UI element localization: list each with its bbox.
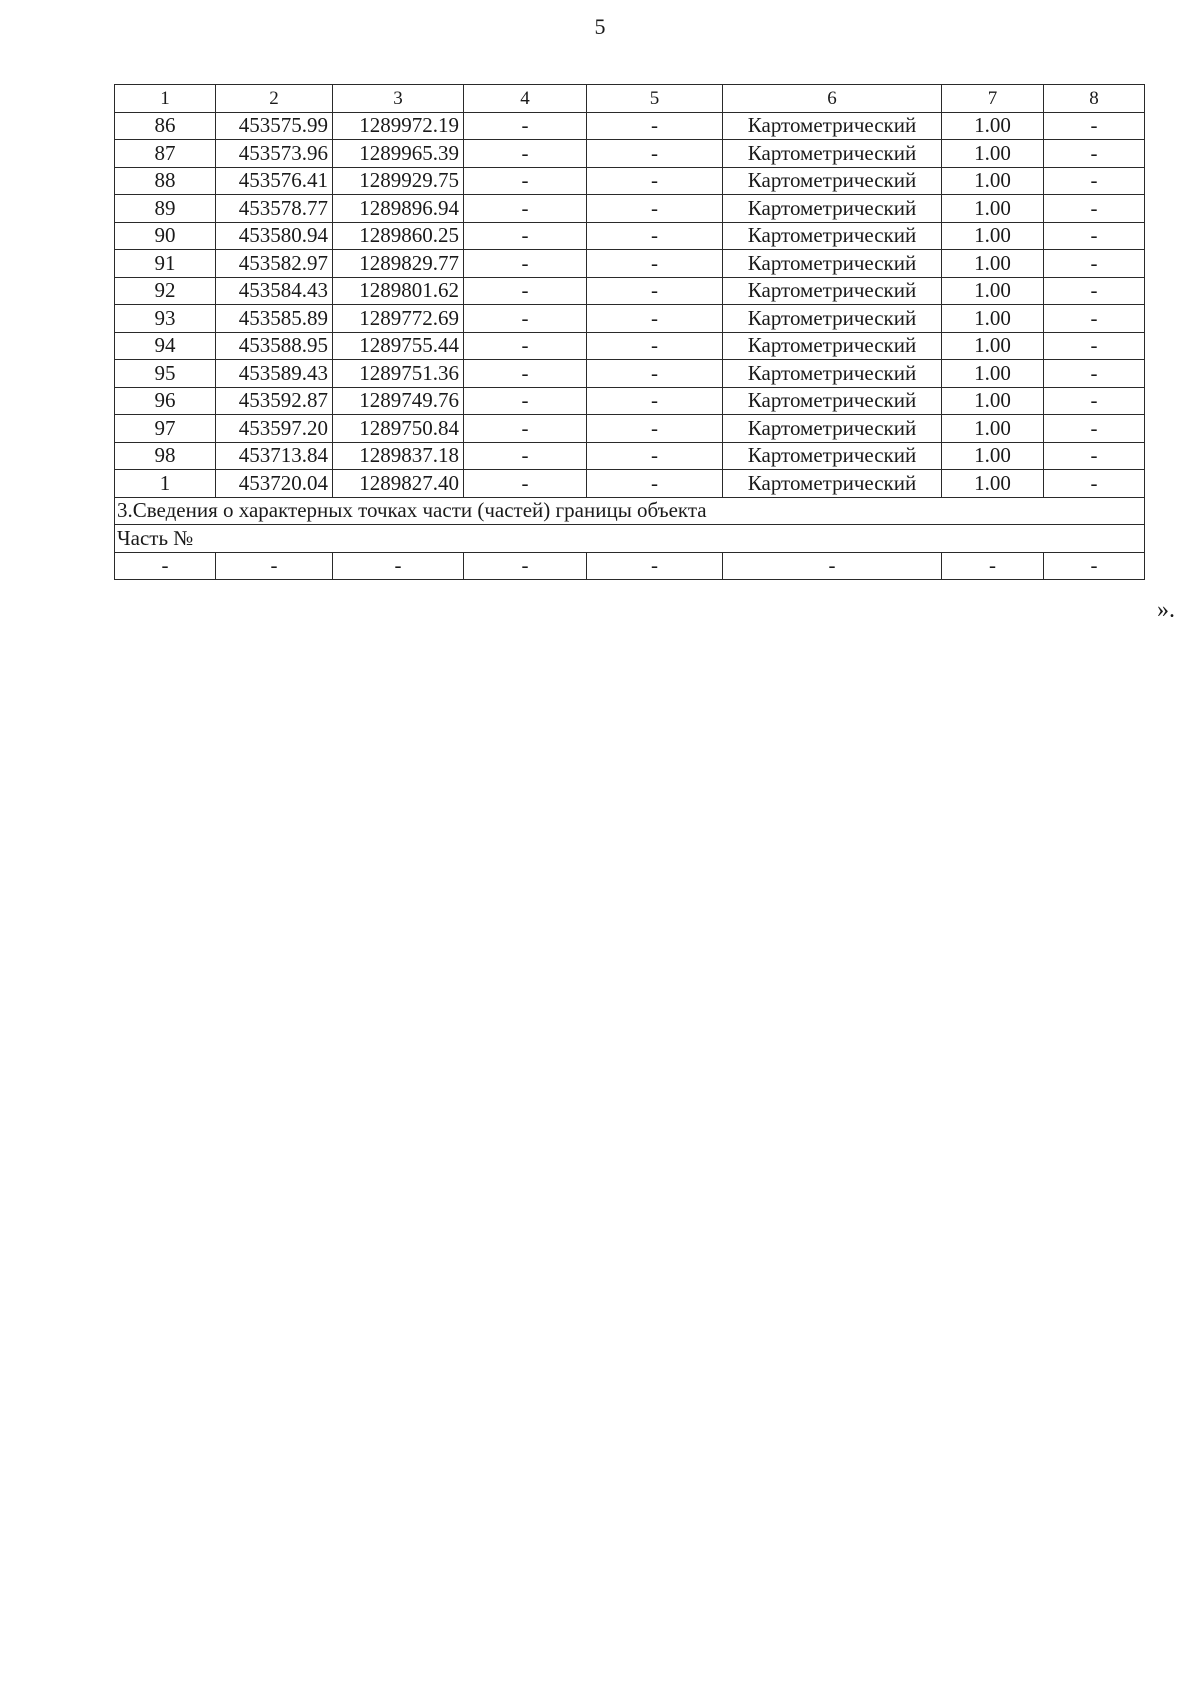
table-cell: - (464, 360, 587, 388)
table-cell: 1289749.76 (333, 387, 464, 415)
table-cell: Картометрический (723, 195, 942, 223)
table-cell: 453585.89 (216, 305, 333, 333)
table-cell: - (464, 305, 587, 333)
table-row (115, 415, 1145, 443)
table-cell: - (587, 277, 723, 305)
table-cell: 453573.96 (216, 140, 333, 168)
table-cell: - (333, 552, 464, 580)
table-cell: - (464, 442, 587, 470)
table-cell: 453580.94 (216, 222, 333, 250)
table-cell: - (464, 112, 587, 140)
table-cell: - (1044, 442, 1145, 470)
table-cell: 453589.43 (216, 360, 333, 388)
table-cell: - (587, 360, 723, 388)
table-cell: 1.00 (942, 140, 1044, 168)
table-cell: - (464, 222, 587, 250)
table-row (115, 442, 1145, 470)
table-cell: - (464, 552, 587, 580)
table-cell: - (942, 552, 1044, 580)
table-cell: 1289965.39 (333, 140, 464, 168)
table-cell: Картометрический (723, 250, 942, 278)
table-cell: - (1044, 305, 1145, 333)
table-cell: - (1044, 277, 1145, 305)
table-cell: Картометрический (723, 415, 942, 443)
table-row (115, 250, 1145, 278)
table-cell: 1289750.84 (333, 415, 464, 443)
table-cell: 453720.04 (216, 470, 333, 498)
table-cell: 1 (115, 470, 216, 498)
table-cell: Картометрический (723, 222, 942, 250)
table-cell: 97 (115, 415, 216, 443)
table-row (115, 332, 1145, 360)
table-cell: Картометрический (723, 167, 942, 195)
table-cell: 453576.41 (216, 167, 333, 195)
table-cell: 1.00 (942, 305, 1044, 333)
table-cell: - (464, 277, 587, 305)
table-cell: 90 (115, 222, 216, 250)
table-cell: Картометрический (723, 305, 942, 333)
table-cell: 92 (115, 277, 216, 305)
table-cell: 1289829.77 (333, 250, 464, 278)
table-cell: 1289772.69 (333, 305, 464, 333)
table-row (115, 277, 1145, 305)
table-cell: 1.00 (942, 222, 1044, 250)
header-cell: 7 (942, 85, 1044, 113)
table-cell: - (464, 195, 587, 223)
table-cell: - (1044, 387, 1145, 415)
table-cell: 1289827.40 (333, 470, 464, 498)
table-cell: Картометрический (723, 140, 942, 168)
header-cell: 3 (333, 85, 464, 113)
table-cell: 1289837.18 (333, 442, 464, 470)
table-cell: - (1044, 552, 1145, 580)
table-cell: - (587, 250, 723, 278)
table-cell: - (587, 195, 723, 223)
table-cell: 95 (115, 360, 216, 388)
table-cell: 1.00 (942, 442, 1044, 470)
section-title-row (115, 497, 1145, 525)
empty-part-row (115, 552, 1145, 580)
table-cell: - (587, 332, 723, 360)
table-cell: - (464, 167, 587, 195)
header-cell: 4 (464, 85, 587, 113)
header-cell: 8 (1044, 85, 1145, 113)
table-cell: Картометрический (723, 387, 942, 415)
table-cell: 453597.20 (216, 415, 333, 443)
table-cell: - (587, 415, 723, 443)
table-cell: - (587, 305, 723, 333)
table-header-row (115, 85, 1145, 113)
page-number: 5 (594, 14, 606, 39)
table-cell: 1.00 (942, 112, 1044, 140)
table-cell: - (587, 552, 723, 580)
table-cell: - (587, 470, 723, 498)
table-cell: - (464, 250, 587, 278)
table-cell: - (464, 332, 587, 360)
closing-quote: ». (1157, 597, 1175, 623)
table-cell: - (723, 552, 942, 580)
table-cell: - (1044, 112, 1145, 140)
section-title: 3.Сведения о характерных точках части (частей) границы объекта (115, 497, 1145, 525)
table-cell: - (464, 415, 587, 443)
table-cell: 1.00 (942, 167, 1044, 195)
table-cell: 1289860.25 (333, 222, 464, 250)
table-cell: 1289755.44 (333, 332, 464, 360)
header-cell: 2 (216, 85, 333, 113)
table-row (115, 470, 1145, 498)
table-cell: 1289751.36 (333, 360, 464, 388)
table-cell: - (587, 222, 723, 250)
table-cell: 1.00 (942, 277, 1044, 305)
table-cell: 1289801.62 (333, 277, 464, 305)
table-cell: 96 (115, 387, 216, 415)
table-cell: - (464, 140, 587, 168)
table-row (115, 305, 1145, 333)
table-cell: - (115, 552, 216, 580)
table-cell: - (464, 387, 587, 415)
table-row (115, 387, 1145, 415)
table-cell: - (587, 112, 723, 140)
table-cell: Картометрический (723, 277, 942, 305)
header-cell: 6 (723, 85, 942, 113)
table-cell: Картометрический (723, 112, 942, 140)
table-cell: 1289929.75 (333, 167, 464, 195)
table-cell: 453578.77 (216, 195, 333, 223)
header-cell: 5 (587, 85, 723, 113)
part-label: Часть № (115, 525, 1145, 553)
table-cell: 1.00 (942, 195, 1044, 223)
table-row (115, 360, 1145, 388)
table-cell: - (1044, 167, 1145, 195)
table-cell: - (1044, 195, 1145, 223)
table-cell: - (587, 442, 723, 470)
coordinates-table (114, 84, 1145, 580)
table-row (115, 195, 1145, 223)
coordinates-table-container (114, 84, 1145, 580)
table-cell: Картометрический (723, 442, 942, 470)
table-cell: 86 (115, 112, 216, 140)
table-cell: 1.00 (942, 470, 1044, 498)
table-cell: - (1044, 360, 1145, 388)
table-cell: 1.00 (942, 250, 1044, 278)
table-cell: 453588.95 (216, 332, 333, 360)
table-cell: - (1044, 250, 1145, 278)
table-body (115, 85, 1145, 580)
table-cell: - (1044, 415, 1145, 443)
table-row (115, 112, 1145, 140)
table-row (115, 140, 1145, 168)
table-cell: - (1044, 332, 1145, 360)
table-cell: 453713.84 (216, 442, 333, 470)
table-cell: 94 (115, 332, 216, 360)
header-cell: 1 (115, 85, 216, 113)
table-cell: 453575.99 (216, 112, 333, 140)
table-cell: - (587, 140, 723, 168)
table-cell: 453584.43 (216, 277, 333, 305)
table-cell: 98 (115, 442, 216, 470)
table-cell: Картометрический (723, 470, 942, 498)
table-row (115, 222, 1145, 250)
table-cell: 87 (115, 140, 216, 168)
table-cell: 453582.97 (216, 250, 333, 278)
table-cell: 1289972.19 (333, 112, 464, 140)
table-cell: - (1044, 470, 1145, 498)
table-cell: - (1044, 140, 1145, 168)
table-cell: 1289896.94 (333, 195, 464, 223)
table-cell: - (1044, 222, 1145, 250)
table-cell: - (464, 470, 587, 498)
table-cell: Картометрический (723, 360, 942, 388)
table-cell: 93 (115, 305, 216, 333)
part-label-row (115, 525, 1145, 553)
table-row (115, 167, 1145, 195)
table-cell: 1.00 (942, 360, 1044, 388)
table-cell: - (587, 167, 723, 195)
table-cell: 1.00 (942, 415, 1044, 443)
table-cell: 1.00 (942, 387, 1044, 415)
table-cell: 89 (115, 195, 216, 223)
table-cell: - (216, 552, 333, 580)
table-cell: 88 (115, 167, 216, 195)
table-cell: 453592.87 (216, 387, 333, 415)
table-cell: - (587, 387, 723, 415)
table-cell: Картометрический (723, 332, 942, 360)
table-cell: 1.00 (942, 332, 1044, 360)
table-cell: 91 (115, 250, 216, 278)
